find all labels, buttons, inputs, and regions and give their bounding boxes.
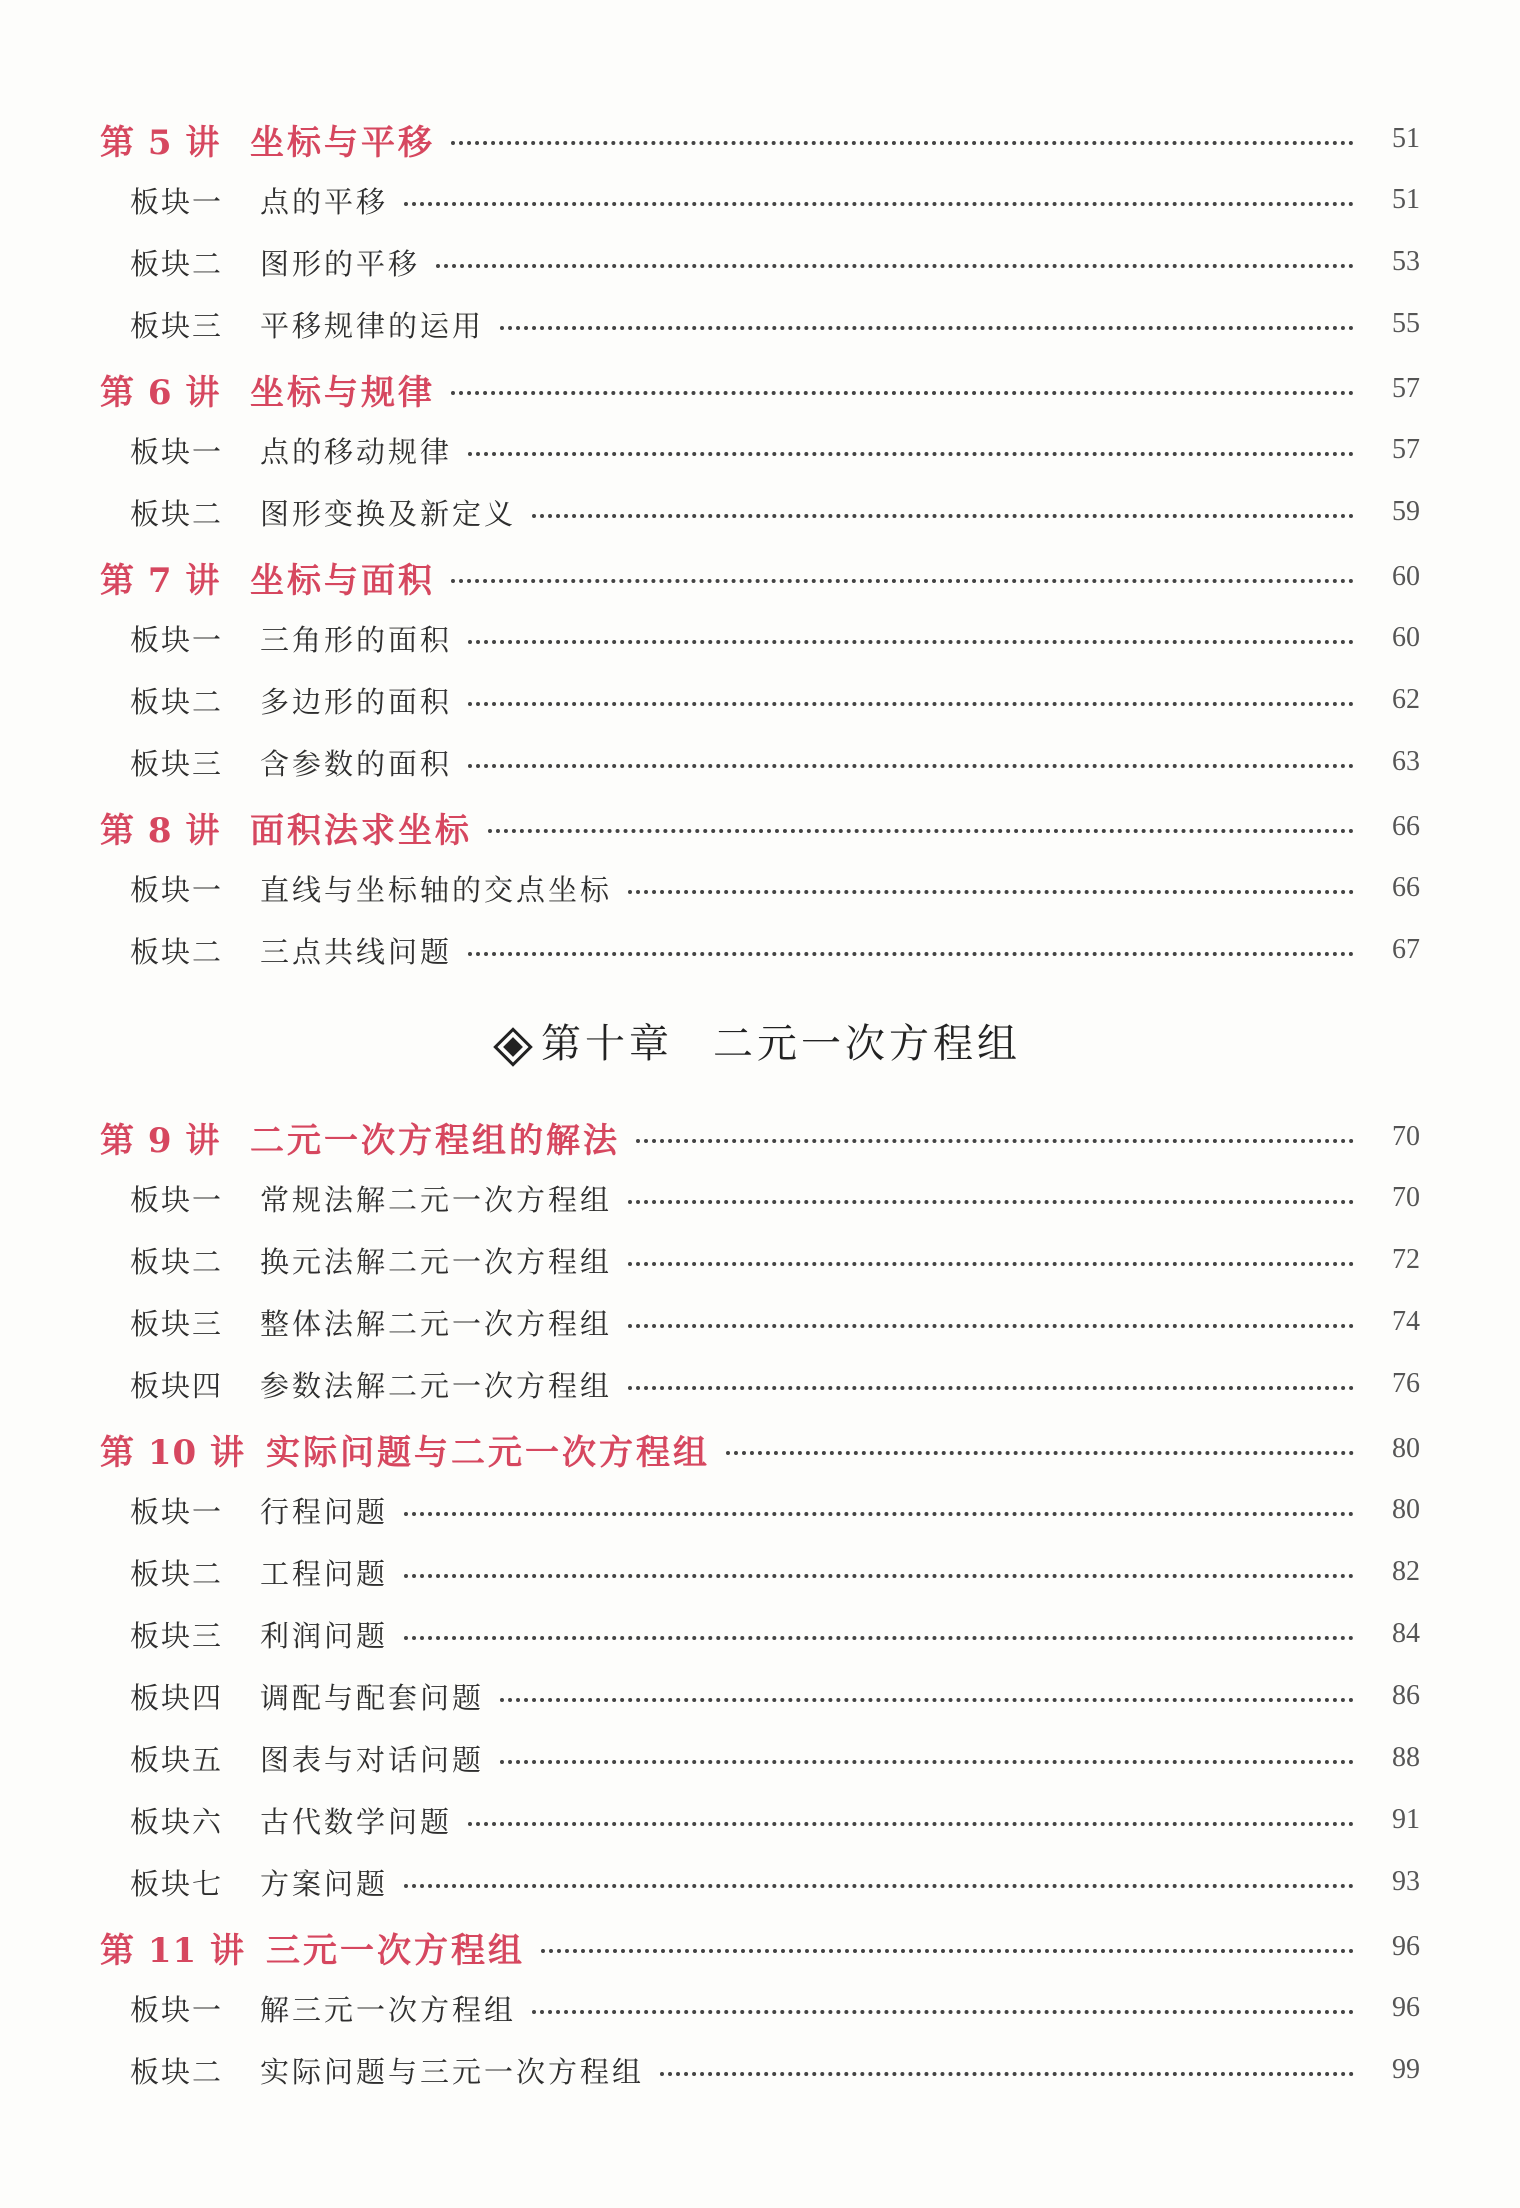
page-number: 60 — [1392, 622, 1420, 653]
page-number: 53 — [1392, 246, 1420, 277]
section-title: 解三元一次方程组 — [260, 1992, 517, 2027]
chapter-number: 第十章 — [541, 1021, 673, 1067]
lecture-number: 第 11 讲 — [100, 1930, 245, 1971]
section-title: 方案问题 — [260, 1866, 389, 1901]
section-title: 整体法解二元一次方程组 — [260, 1306, 613, 1341]
page-number: 84 — [1392, 1618, 1420, 1649]
toc-section[interactable] — [0, 242, 1420, 282]
section-label: 板块一 — [130, 1182, 224, 1217]
toc-section[interactable] — [0, 742, 1420, 782]
toc-lecture-9[interactable] — [0, 1114, 1420, 1160]
dot-leader — [628, 890, 1354, 894]
page-number: 80 — [1392, 1494, 1420, 1525]
page-number: 67 — [1392, 934, 1420, 965]
dot-leader — [660, 2072, 1354, 2076]
section-label: 板块三 — [130, 308, 224, 343]
page-number: 51 — [1392, 184, 1420, 215]
section-label: 板块二 — [130, 2054, 224, 2089]
section-title: 调配与配套问题 — [260, 1680, 485, 1715]
section-label: 板块六 — [130, 1804, 224, 1839]
toc-section[interactable] — [0, 680, 1420, 720]
lecture-number: 第 9 讲 — [100, 1120, 221, 1161]
toc-section[interactable] — [0, 492, 1420, 532]
section-label: 板块五 — [130, 1742, 224, 1777]
page-number: 76 — [1392, 1368, 1420, 1399]
dot-leader — [628, 1386, 1354, 1390]
section-title: 图表与对话问题 — [260, 1742, 485, 1777]
page-number: 80 — [1392, 1433, 1420, 1464]
section-title: 工程问题 — [260, 1556, 389, 1591]
page-number: 59 — [1392, 496, 1420, 527]
section-title: 换元法解二元一次方程组 — [260, 1244, 613, 1279]
dot-leader — [451, 579, 1354, 583]
page-number: 70 — [1392, 1121, 1420, 1152]
page-number: 96 — [1392, 1931, 1420, 1962]
page-number: 96 — [1392, 1992, 1420, 2023]
toc-section[interactable] — [0, 304, 1420, 344]
page-number: 99 — [1392, 2054, 1420, 2085]
section-label: 板块二 — [130, 246, 224, 281]
page-number: 86 — [1392, 1680, 1420, 1711]
section-label: 板块三 — [130, 1618, 224, 1653]
dot-leader — [500, 1698, 1354, 1702]
section-label: 板块一 — [130, 184, 224, 219]
toc-lecture-6[interactable] — [0, 366, 1420, 412]
toc-section[interactable] — [0, 1988, 1420, 2028]
section-title: 古代数学问题 — [260, 1804, 453, 1839]
toc-lecture-7[interactable] — [0, 554, 1420, 600]
chapter-title: 二元一次方程组 — [713, 1021, 1021, 1067]
section-title: 点的平移 — [260, 184, 389, 219]
section-title: 常规法解二元一次方程组 — [260, 1182, 613, 1217]
dot-leader — [726, 1451, 1354, 1455]
section-label: 板块一 — [130, 1992, 224, 2027]
toc-section[interactable] — [0, 1364, 1420, 1404]
page-number: 57 — [1392, 373, 1420, 404]
dot-leader — [451, 141, 1354, 145]
dot-leader — [404, 1574, 1354, 1578]
toc-section[interactable] — [0, 1302, 1420, 1342]
toc-section[interactable] — [0, 868, 1420, 908]
chapter-heading — [0, 1016, 1520, 1072]
dot-leader — [500, 1760, 1354, 1764]
dot-leader — [404, 202, 1354, 206]
section-label: 板块三 — [130, 746, 224, 781]
section-label: 板块二 — [130, 1556, 224, 1591]
dot-leader — [628, 1262, 1354, 1266]
toc-section[interactable] — [0, 1862, 1420, 1902]
section-label: 板块一 — [130, 622, 224, 657]
page-number: 72 — [1392, 1244, 1420, 1275]
page-number: 74 — [1392, 1306, 1420, 1337]
dot-leader — [541, 1949, 1354, 1953]
toc-section[interactable] — [0, 430, 1420, 470]
page-number: 63 — [1392, 746, 1420, 777]
section-label: 板块七 — [130, 1866, 224, 1901]
section-title: 参数法解二元一次方程组 — [260, 1368, 613, 1403]
section-label: 板块一 — [130, 434, 224, 469]
lecture-number: 第 6 讲 — [100, 372, 221, 413]
dot-leader — [628, 1324, 1354, 1328]
section-title: 实际问题与三元一次方程组 — [260, 2054, 645, 2089]
page-number: 57 — [1392, 434, 1420, 465]
section-title: 三角形的面积 — [260, 622, 453, 657]
dot-leader — [468, 764, 1354, 768]
lecture-title: 二元一次方程组的解法 — [250, 1120, 620, 1161]
toc-section[interactable] — [0, 1178, 1420, 1218]
lecture-title: 坐标与规律 — [250, 372, 435, 413]
toc-section[interactable] — [0, 1738, 1420, 1778]
section-title: 图形的平移 — [260, 246, 421, 281]
page-number: 91 — [1392, 1804, 1420, 1835]
toc-lecture-5[interactable] — [0, 116, 1420, 162]
toc-section[interactable] — [0, 1240, 1420, 1280]
dot-leader — [468, 1822, 1354, 1826]
page-number: 82 — [1392, 1556, 1420, 1587]
toc-lecture-10[interactable] — [0, 1426, 1420, 1472]
page-number: 66 — [1392, 872, 1420, 903]
section-title: 含参数的面积 — [260, 746, 453, 781]
lecture-number: 第 8 讲 — [100, 810, 221, 851]
toc-section[interactable] — [0, 1676, 1420, 1716]
dot-leader — [451, 391, 1354, 395]
dot-leader — [436, 264, 1354, 268]
dot-leader — [636, 1139, 1354, 1143]
dot-leader — [404, 1884, 1354, 1888]
page-number: 62 — [1392, 684, 1420, 715]
section-title: 多边形的面积 — [260, 684, 453, 719]
section-title: 三点共线问题 — [260, 934, 453, 969]
section-title: 平移规律的运用 — [260, 308, 485, 343]
lecture-title: 坐标与面积 — [250, 560, 435, 601]
section-label: 板块四 — [130, 1368, 224, 1403]
lecture-title: 实际问题与二元一次方程组 — [266, 1432, 710, 1473]
dot-leader — [468, 702, 1354, 706]
dot-leader — [468, 952, 1354, 956]
toc-section[interactable] — [0, 618, 1420, 658]
page-number: 55 — [1392, 308, 1420, 339]
dot-leader — [532, 2010, 1354, 2014]
dot-leader — [488, 829, 1354, 833]
section-label: 板块二 — [130, 934, 224, 969]
dot-leader — [500, 326, 1354, 330]
lecture-title: 三元一次方程组 — [266, 1930, 525, 1971]
dot-leader — [404, 1512, 1354, 1516]
section-label: 板块二 — [130, 496, 224, 531]
page-number: 66 — [1392, 811, 1420, 842]
section-label: 板块三 — [130, 1306, 224, 1341]
dot-leader — [628, 1200, 1354, 1204]
toc-section[interactable] — [0, 1490, 1420, 1530]
page-number: 60 — [1392, 561, 1420, 592]
section-title: 行程问题 — [260, 1494, 389, 1529]
lecture-number: 第 10 讲 — [100, 1432, 245, 1473]
toc-section[interactable] — [0, 180, 1420, 220]
toc-section[interactable] — [0, 930, 1420, 970]
toc-section[interactable] — [0, 2050, 1420, 2090]
lecture-title: 坐标与平移 — [250, 122, 435, 163]
toc-section[interactable] — [0, 1552, 1420, 1592]
toc-lecture-11[interactable] — [0, 1924, 1420, 1970]
lecture-number: 第 7 讲 — [100, 560, 221, 601]
section-title: 利润问题 — [260, 1618, 389, 1653]
dot-leader — [468, 640, 1354, 644]
lecture-number: 第 5 讲 — [100, 122, 221, 163]
page-number: 70 — [1392, 1182, 1420, 1213]
toc-section[interactable] — [0, 1800, 1420, 1840]
section-label: 板块一 — [130, 1494, 224, 1529]
section-label: 板块二 — [130, 1244, 224, 1279]
toc-section[interactable] — [0, 1614, 1420, 1654]
section-label: 板块一 — [130, 872, 224, 907]
section-title: 点的移动规律 — [260, 434, 453, 469]
page-number: 51 — [1392, 123, 1420, 154]
dot-leader — [468, 452, 1354, 456]
dot-leader — [532, 514, 1354, 518]
diamond-bullet-icon — [493, 1027, 533, 1067]
toc-lecture-8[interactable] — [0, 804, 1420, 850]
section-label: 板块二 — [130, 684, 224, 719]
page-number: 93 — [1392, 1866, 1420, 1897]
section-label: 板块四 — [130, 1680, 224, 1715]
dot-leader — [404, 1636, 1354, 1640]
lecture-title: 面积法求坐标 — [250, 810, 472, 851]
section-title: 直线与坐标轴的交点坐标 — [260, 872, 613, 907]
section-title: 图形变换及新定义 — [260, 496, 517, 531]
page-number: 88 — [1392, 1742, 1420, 1773]
